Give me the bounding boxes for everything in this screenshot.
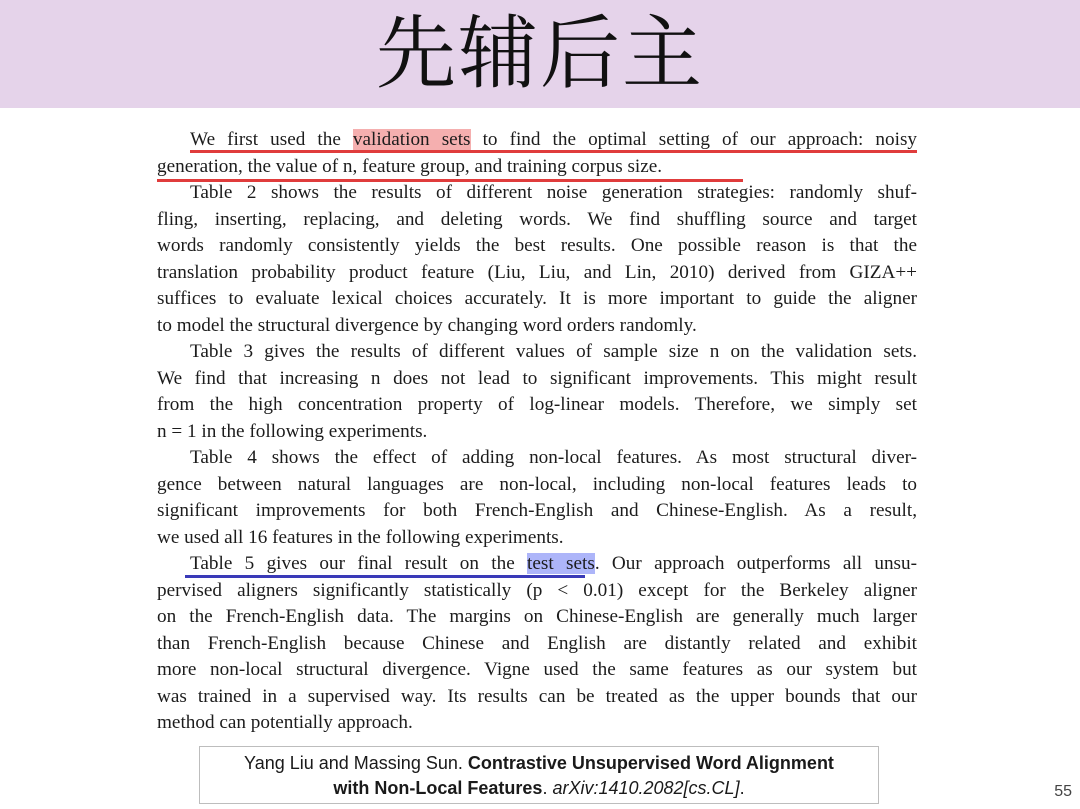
p2-line-6: to model the structural divergence by changing word orders randomly.: [157, 315, 697, 336]
p2-line-3: words randomly consistently yields the best results. One possible reason is that the: [157, 235, 917, 256]
citation-authors: Yang Liu and Massing Sun.: [244, 753, 468, 773]
p5-l1-after: . Our approach outperforms all unsu-: [594, 553, 917, 574]
p5-l1-before: Table 5 gives our final result on the: [190, 553, 528, 574]
p3-line-3: from the high concentration property of log-linear models. Therefore, we simply set: [157, 394, 917, 415]
p4-line-1: Table 4 shows the effect of adding non-local features. As most structural diver-: [190, 447, 917, 468]
citation-sep: .: [542, 778, 553, 798]
p5-line-5: more non-local structural divergence. Vigne used the same features as our system but: [157, 659, 917, 680]
p2-line-2: fling, inserting, replacing, and deleting words. We find shuffling source and target: [157, 209, 917, 230]
p4-line-4: we used all 16 features in the following experiments.: [157, 527, 564, 548]
citation-title-part1: Contrastive Unsupervised Word Alignment: [467, 753, 834, 773]
citation-title-part2: with Non-Local Features: [333, 778, 543, 798]
p4-line-3: significant improvements for both French-English and Chinese-English. As a result,: [157, 500, 917, 521]
citation-line-1: [200, 751, 878, 776]
p1-l1-after: to find the optimal setting of our approach: noisy: [470, 129, 918, 150]
p2-line-1: Table 2 shows the results of different noise generation strategies: randomly shuf-: [190, 182, 917, 203]
p1-line-2: generation, the value of n, feature group, and training corpus size.: [157, 156, 663, 177]
p5-line-7: method can potentially approach.: [157, 712, 413, 733]
p5-line-2: pervised aligners significantly statistically (p < 0.01) except for the Berkeley aligner: [157, 580, 917, 601]
test-sets-highlight: test sets: [527, 553, 595, 574]
p2-line-5: suffices to evaluate lexical choices accurately. It is more important to guide the aligner: [157, 288, 917, 309]
p1-l1-before: We first used the: [190, 129, 353, 150]
citation-line-2: [200, 776, 878, 801]
citation-arxiv: arXiv:1410.2082[cs.CL]: [552, 778, 740, 798]
p3-line-1: Table 3 gives the results of different values of sample size n on the validation sets.: [190, 341, 917, 362]
citation-end: .: [739, 778, 745, 798]
p2-line-4: translation probability product feature (Liu, Liu, and Lin, 2010) derived from GIZA++: [157, 262, 917, 283]
slide-title: 先辅后主: [376, 7, 704, 100]
validation-sets-highlight: validation sets: [352, 129, 471, 150]
p5-line-1: [157, 551, 917, 577]
page-number: 55: [1054, 783, 1072, 800]
p3-line-4: n = 1 in the following experiments.: [157, 421, 428, 442]
p3-line-2: We find that increasing n does not lead to significant improvements. This might result: [157, 368, 917, 389]
p5-line-4: than French-English because Chinese and English are distantly related and exhibit: [157, 633, 917, 654]
paper-excerpt: [157, 125, 917, 735]
p4-line-2: gence between natural languages are non-local, including non-local features leads to: [157, 474, 917, 495]
red-underline-1: [190, 150, 917, 153]
citation-box: [199, 746, 879, 804]
p5-line-3: on the French-English data. The margins on Chinese-English are generally much larger: [157, 606, 917, 627]
p5-line-6: was trained in a supervised way. Its results can be treated as the upper bounds that our: [157, 686, 917, 707]
